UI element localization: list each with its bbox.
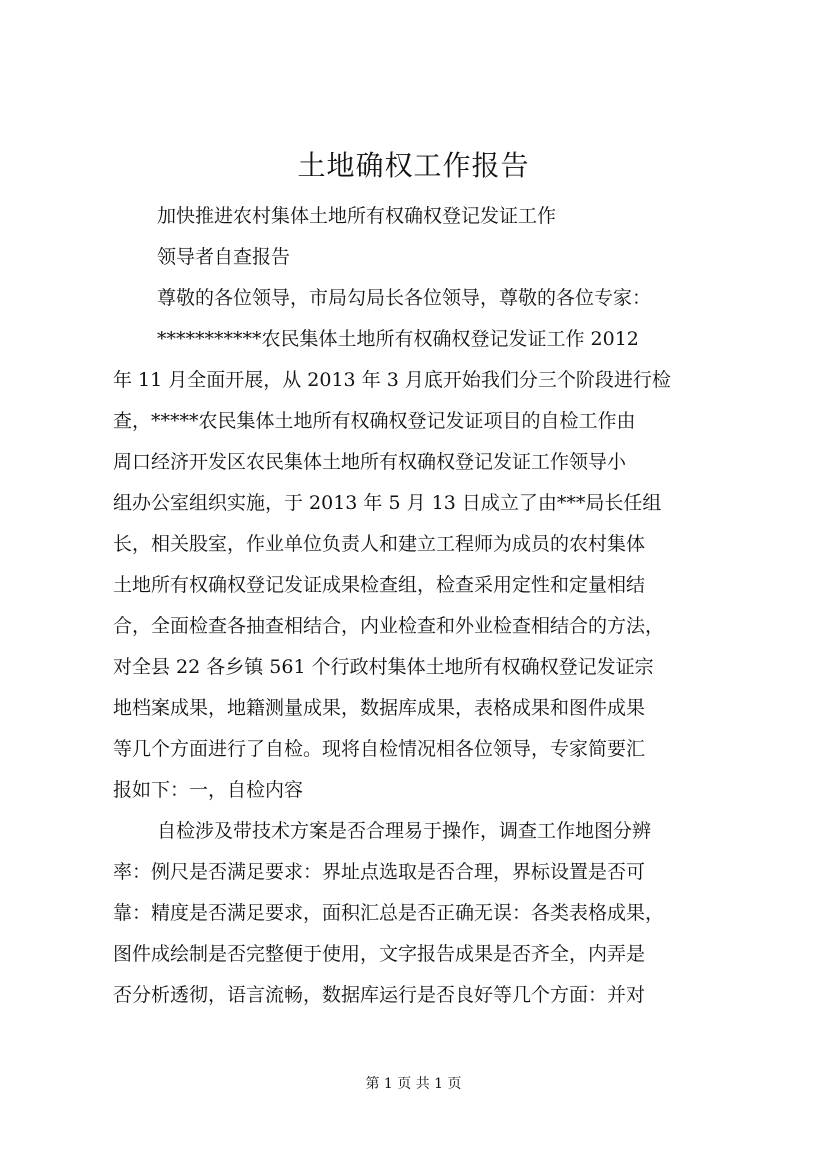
text-line: 等几个方面进行了自检。现将自检情况相各位领导，专家简要汇 bbox=[113, 738, 646, 760]
text-line: 加快推进农村集体土地所有权确权登记发证工作 bbox=[157, 205, 557, 227]
text-line: 自检涉及带技术方案是否合理易于操作，调查工作地图分辨 bbox=[157, 820, 652, 842]
text-line: 周口经济开发区农民集体土地所有权确权登记发证工作领导小 bbox=[113, 451, 627, 473]
text-line: 靠：精度是否满足要求，面积汇总是否正确无误：各类表格成果， bbox=[113, 902, 665, 924]
text-line: 年 11 月全面开展，从 2013 年 3 月底开始我们分三个阶段进行检 bbox=[113, 369, 671, 391]
document-body bbox=[113, 196, 719, 1016]
text-line: ***********农民集体土地所有权确权登记发证工作 2012 bbox=[157, 328, 639, 350]
text-line: 地档案成果，地籍测量成果，数据库成果，表格成果和图件成果 bbox=[113, 697, 646, 719]
text-line: 土地所有权确权登记发证成果检查组，检查采用定性和定量相结 bbox=[113, 574, 646, 596]
text-line: 合，全面检查各抽查相结合，内业检查和外业检查相结合的方法， bbox=[113, 615, 665, 637]
text-line: 对全县 22 各乡镇 561 个行政村集体土地所有权确权登记发证宗 bbox=[113, 656, 654, 678]
text-line: 图件成绘制是否完整便于使用，文字报告成果是否齐全，内弄是 bbox=[113, 943, 646, 965]
text-line: 率：例尺是否满足要求：界址点选取是否合理，界标设置是否可 bbox=[113, 861, 646, 883]
text-line: 查，*****农民集体土地所有权确权登记发证项目的自检工作由 bbox=[113, 410, 636, 432]
text-line: 领导者自查报告 bbox=[157, 246, 291, 268]
salutation-line: 尊敬的各位领导，市局勾局长各位领导，尊敬的各位专家： bbox=[157, 287, 652, 309]
text-line: 否分析透彻，语言流畅，数据库运行是否良好等几个方面：并对 bbox=[113, 984, 646, 1006]
document-title: 土地确权工作报告 bbox=[297, 149, 530, 182]
text-line: 组办公室组织实施，于 2013 年 5 月 13 日成立了由***局长任组 bbox=[113, 492, 662, 514]
page-number-footer: 第 1 页 共 1 页 bbox=[365, 1076, 462, 1092]
text-line: 长，相关股室，作业单位负责人和建立工程师为成员的农村集体 bbox=[113, 533, 646, 555]
text-line: 报如下：一，自检内容 bbox=[113, 779, 304, 801]
